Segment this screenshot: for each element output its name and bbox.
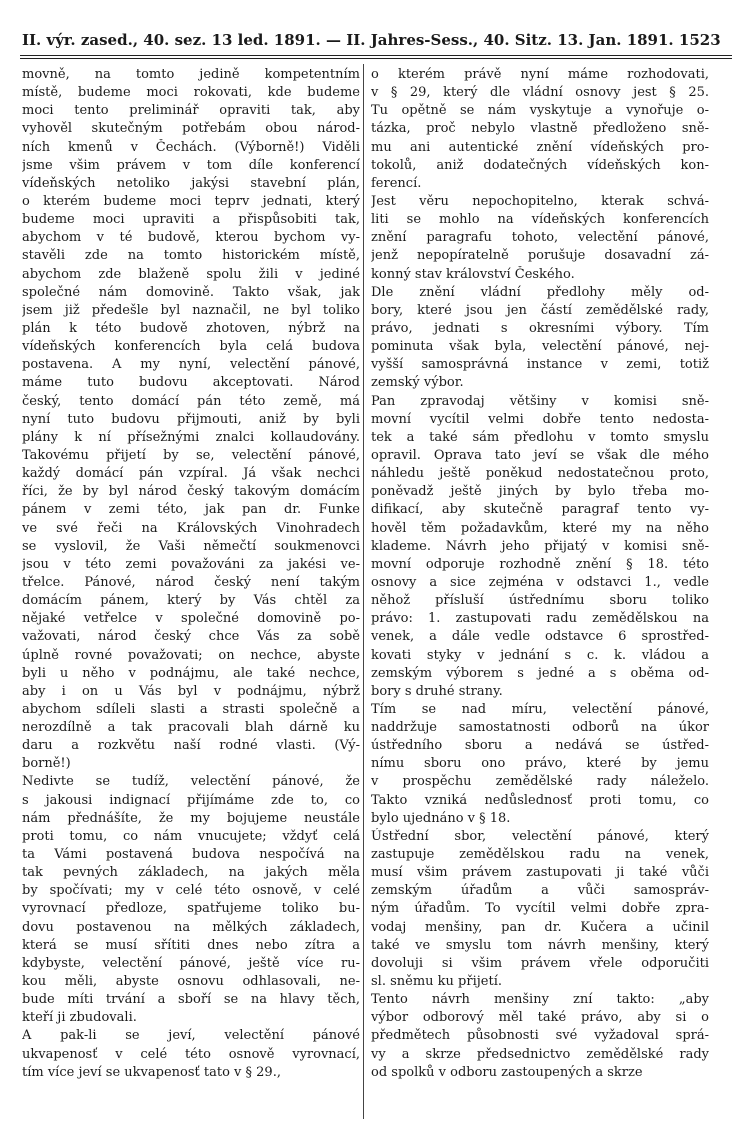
text-line: byli u něho v podnájmu, ale také nechce, [22, 665, 360, 681]
text-line: dovoluji si všim právem vřele odporučiti [371, 955, 709, 971]
text-line: český, tento domácí pán této země, má [22, 393, 360, 409]
text-line: jenž nepopíratelně porušuje dosavadní zá- [371, 248, 709, 264]
text-line: tázka, proč nebylo vlastně předloženo sně- [371, 121, 709, 137]
text-line: abychom sdíleli slasti a strasti společně a [22, 701, 360, 717]
text-line: bude míti trvání a sboří se na hlavy těch, [22, 992, 360, 1008]
text-line: předmětech působnosti své vyžadoval sprá- [371, 1028, 709, 1044]
text-line: také ve smyslu tom návrh menšiny, který [371, 937, 709, 953]
text-line: právo: 1. zastupovati radu zemědělskou na [371, 611, 709, 627]
text-line: Dle znění vládní předlohy měly od- [371, 284, 709, 300]
text-line: abychom v té budově, kterou bychom vy- [22, 230, 360, 246]
text-line: plán k této budově zhotoven, nýbrž na [22, 320, 360, 336]
text-line: pánem v zemi této, jak pan dr. Funke [22, 502, 360, 518]
text-line: která se musí sřítiti dnes nebo zítra a [22, 937, 360, 953]
text-line: Ústřední sbor, velectění pánové, který [371, 828, 709, 844]
text-line: úplně rovné považovati; on nechce, abyste [22, 647, 360, 663]
text-line: ferencí. [371, 175, 422, 191]
text-line: kdybyste, velectění pánové, ještě více ru- [22, 955, 360, 971]
text-line: výbor odborový měl také právo, aby si o [371, 1010, 709, 1026]
header-rule-bottom [20, 58, 732, 59]
text-line: vodaj menšiny, pan dr. Kučera a učinil [371, 919, 709, 935]
page-header: II. výr. zased., 40. sez. 13 led. 1891. — II. Jahres-Sess., 40. Sitz. 13. Jan. 1891. 1523 [22, 31, 721, 49]
text-line: nyní tuto budovu přijmouti, aniž by byli [22, 411, 360, 427]
text-line: kteří ji zbudovali. [22, 1010, 137, 1026]
text-line: vy a skrze předsednictvo zemědělské rady [371, 1046, 709, 1062]
text-line: nějaké vetřelce v společné domovině po- [22, 611, 360, 627]
text-line: třelce. Pánové, národ český není takým [22, 574, 360, 590]
text-line: A pak-li se jeví, velectění pánové [22, 1028, 360, 1044]
text-line: ukvapenosť v celé této osnově vyrovnací, [22, 1046, 360, 1062]
text-line: tek a také sám předlohu v tomto smyslu [371, 429, 709, 445]
text-line: domácím pánem, který by Vás chtěl za [22, 593, 360, 609]
text-line: v prospěchu zemědělské rady náleželo. [371, 774, 709, 790]
text-line: tak pevných základech, na jakých měla [22, 865, 360, 881]
text-line: Tu opětně se nám vyskytuje a vynořuje o- [371, 103, 709, 119]
text-line: Tím se nad míru, velectění pánové, [371, 701, 709, 717]
text-line: venek, a dále vedle odstavce 6 sprostřed- [371, 629, 709, 645]
left-column [22, 66, 360, 1082]
text-line: plány k ní přísežnými znalci kollaudovány. [22, 429, 360, 445]
text-line: by spočívati; my v celé této osnově, v celé [22, 883, 360, 899]
text-line: místě, budeme moci rokovati, kde budeme [22, 85, 360, 101]
text-line: se vyslovil, že Vaši němečtí soukmenovci [22, 538, 360, 554]
text-line: zemským úřadům a vůči samospráv- [371, 883, 709, 899]
text-line: každý domácí pán vzpíral. Já však nechci [22, 466, 360, 482]
text-line: kovati styky v jednání s c. k. vládou a [371, 647, 709, 663]
text-line: movní odporuje rozhodně znění § 18. této [371, 556, 709, 572]
text-line: o kterém právě nyní máme rozhodovati, [371, 67, 709, 82]
text-line: náhledu ještě poněkud nedostatečnou proto, [371, 466, 709, 482]
text-line: společné nám domovině. Takto však, jak [22, 284, 360, 300]
text-line: stavěli zde na tomto historickém místě, [22, 248, 360, 264]
text-line: Jest věru nepochopitelno, kterak schvá- [371, 193, 709, 209]
text-line: tokolů, aniž dodatečných vídeňských kon- [371, 157, 709, 173]
right-column [371, 66, 709, 1082]
text-line: kou měli, abyste osnovu odhlasovali, ne- [22, 974, 360, 990]
text-line: znění paragrafu tohoto, velectění pánové, [371, 230, 709, 246]
text-line: musí všim právem zastupovati ji také vůči [371, 865, 709, 881]
text-line: jsem již předešle byl naznačil, ne byl toliko [22, 302, 360, 318]
text-line: vídeňských konferencích byla celá budova [22, 339, 360, 355]
text-line: zemský výbor. [371, 375, 464, 391]
text-line: máme tuto budovu akceptovati. Národ [22, 375, 360, 391]
text-line: klademe. Návrh jeho přijatý v komisi sně- [371, 538, 709, 554]
text-line: daru a rozkvětu naší rodné vlasti. (Vý- [22, 738, 360, 754]
text-line: vídeňských netoliko jakýsi stavební plán, [22, 175, 360, 191]
text-line: nímu sboru ono právo, které by jemu [371, 756, 709, 772]
text-line: liti se mohlo na vídeňských konferencích [371, 212, 709, 228]
text-line: něhož přísluší ústřednímu sboru toliko [371, 593, 709, 609]
text-line: borně!) [22, 756, 71, 772]
text-line: bylo ujednáno v § 18. [371, 810, 511, 826]
text-line: sl. sněmu ku přijetí. [371, 974, 502, 990]
text-line: říci, že by byl národ český takovým domácím [22, 484, 360, 500]
header-rule-top [20, 55, 732, 56]
text-line: postavena. A my nyní, velectění pánové, [22, 357, 360, 373]
text-line: abychom zde blaženě spolu žili v jediné [22, 266, 360, 282]
text-line: Nedivte se tudíž, velectění pánové, že [22, 774, 360, 790]
text-line: važovati, národ český chce Vás za sobě [22, 629, 360, 645]
text-line: v § 29, který dle vládní osnovy jest § 25. [371, 85, 709, 101]
text-line: Takovému přijetí by se, velectění pánové, [22, 447, 360, 463]
text-line: proti tomu, co nám vnucujete; vždyť celá [22, 828, 360, 844]
text-line: budeme moci upraviti a přispůsobiti tak, [22, 212, 360, 228]
text-line: pominuta však byla, velectění pánové, nej- [371, 339, 709, 355]
text-line: dovu postavenou na mělkých základech, [22, 919, 360, 935]
text-line: od spolků v odboru zastoupených a skrze [371, 1064, 643, 1080]
text-line: vyrovnací předloze, spatřujeme toliko bu- [22, 901, 360, 917]
text-line: konný stav království Českého. [371, 266, 575, 282]
text-line: hověl těm požadavkům, které my na něho [371, 520, 709, 536]
text-line: osnovy a sice zejména v odstavci 1., vedle [371, 574, 709, 590]
text-line: Takto vzniká nedůslednosť proti tomu, co [371, 792, 709, 808]
text-line: bory s druhé strany. [371, 683, 503, 699]
text-line: moci tento preliminář opraviti tak, aby [22, 103, 360, 119]
text-line: Tento návrh menšiny zní takto: „aby [371, 992, 709, 1008]
text-line: ních kmenů v Čechách. (Výborně!) Viděli [22, 139, 360, 155]
text-line: mu ani autentické znění vídeňských pro- [371, 139, 709, 155]
text-line: s jakousi indignací přijímáme zde to, co [22, 792, 360, 808]
text-line: ve své řeči na Královských Vinohradech [22, 520, 360, 536]
text-line: ústředního sboru a nedává se ústřed- [371, 738, 709, 754]
text-line: ta Vámi postavená budova nespočívá na [22, 847, 360, 863]
text-line: vyšší samosprávná instance v zemi, totiž [371, 357, 709, 373]
text-line: jsou v této zemi považováni za jakési ve- [22, 556, 360, 572]
text-line: Pan zpravodaj většiny v komisi sně- [371, 393, 709, 409]
text-line: movně, na tomto jedině kompetentním [22, 67, 360, 82]
text-line: nerozdílně a tak pracovali blah dárně ku [22, 720, 360, 736]
text-line: aby i on u Vás byl v podnájmu, nýbrž [22, 683, 360, 699]
text-line: tím více jeví se ukvapenosť tato v § 29., [22, 1064, 281, 1080]
column-divider [363, 64, 364, 1119]
text-line: jsme všim právem v tom díle konferencí [22, 157, 360, 173]
text-line: zastupuje zemědělskou radu na venek, [371, 847, 709, 863]
text-line: difikací, aby skutečně paragraf tento vy- [371, 502, 709, 518]
text-line: naddržuje samostatnosti odborů na úkor [371, 720, 709, 736]
text-line: ným úřadům. To vycítil velmi dobře zpra- [371, 901, 709, 917]
text-line: opravil. Oprava tato jeví se však dle mého [371, 447, 709, 463]
text-line: právo, jednati s okresními výbory. Tím [371, 320, 709, 336]
text-line: bory, které jsou jen částí zemědělské rady, [371, 302, 709, 318]
text-line: movní vycítil velmi dobře tento nedosta- [371, 411, 709, 427]
text-line: vyhověl skutečným potřebám obou národ- [22, 121, 360, 137]
text-line: o kterém budeme moci teprv jednati, který [22, 193, 360, 209]
text-line: poněvadž ještě jiných by bylo třeba mo- [371, 484, 709, 500]
text-line: nám přednášíte, že my bojujeme neustále [22, 810, 360, 826]
text-line: zemským výborem s jedné a s oběma od- [371, 665, 709, 681]
